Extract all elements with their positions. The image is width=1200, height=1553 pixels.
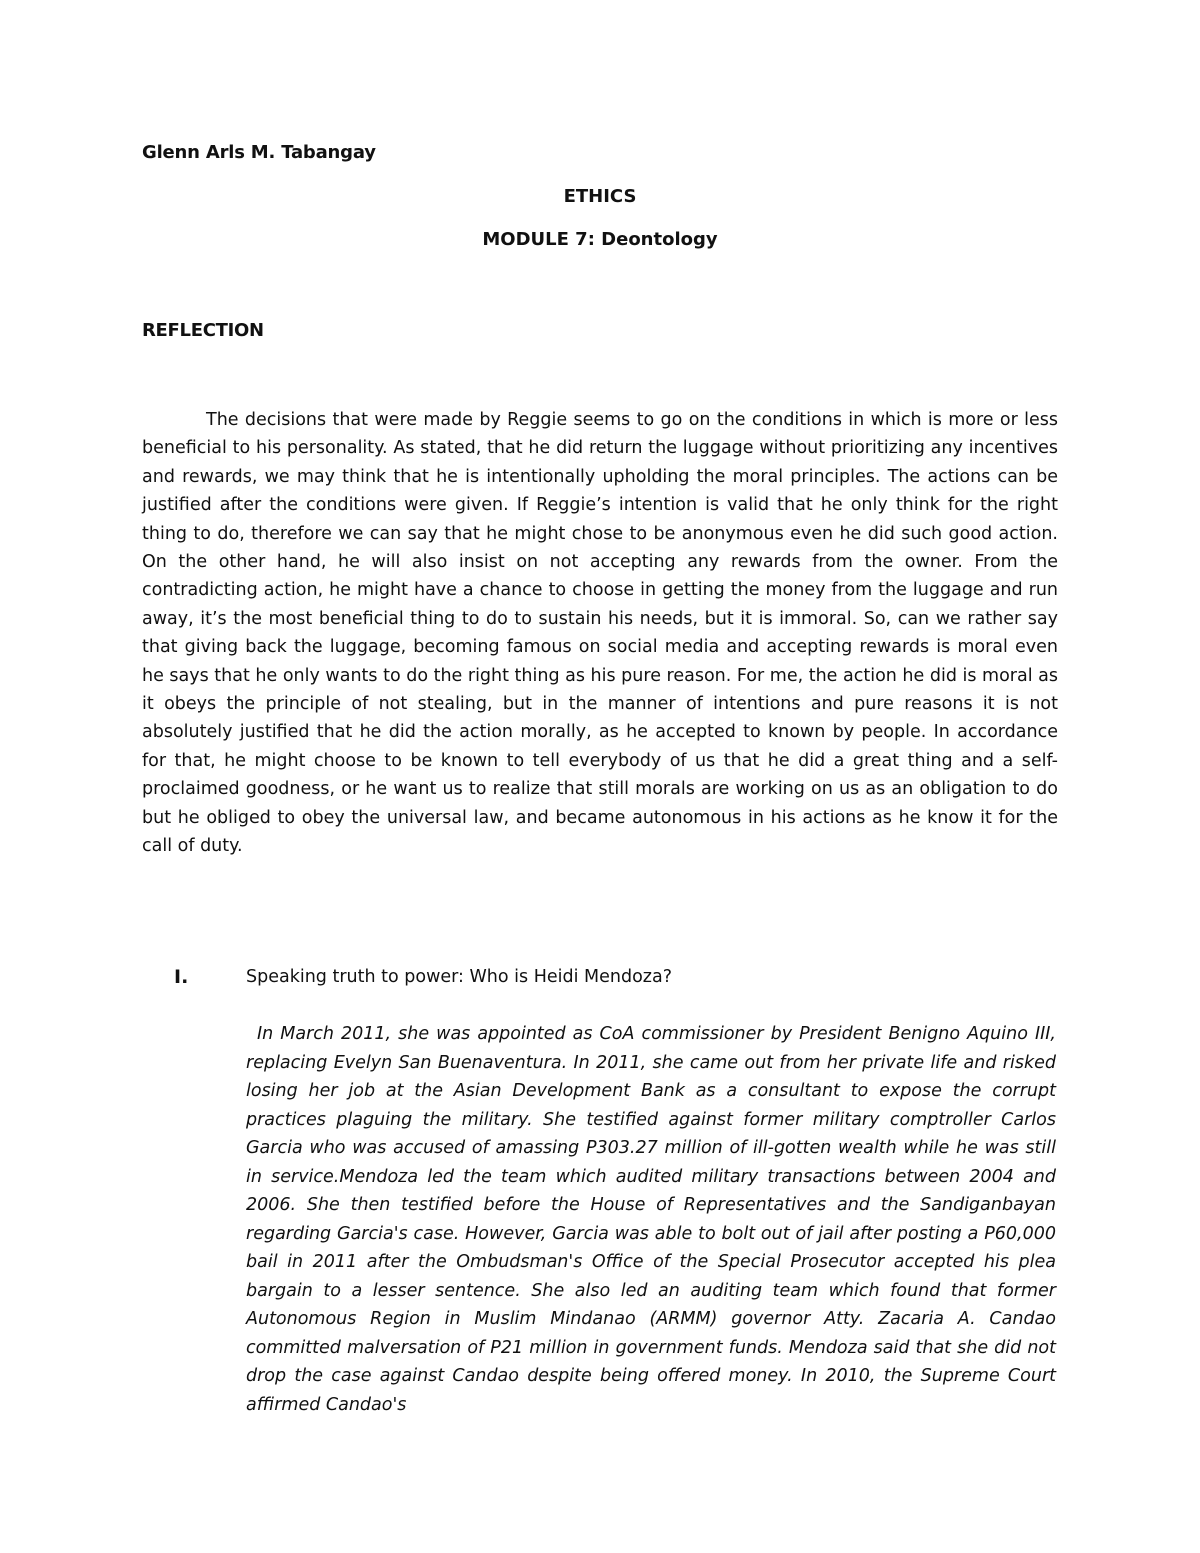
author-name: Glenn Arls M. Tabangay	[142, 142, 376, 163]
item-question: Speaking truth to power: Who is Heidi Mendoza?	[246, 967, 672, 987]
course-title: ETHICS	[563, 186, 637, 207]
item-answer-paragraph: In March 2011, she was appointed as CoA commissioner by President Benigno Aquino III, replacing Evelyn San Buenaventura. In 2011, she came out from her private life and risked losing her job at the Asian Development Bank as a consultant to expose the corrupt practices plaguing the military. She testified against former military comptroller Carlos Garcia who was accused of amassing P303.27 million of ill-gotten wealth while he was still in service.Mendoza led the team which audited military transactions between 2004 and 2006. She then testified before the House of Representatives and the Sandiganbayan regarding Garcia's case. However, Garcia was able to bolt out of jail after posting a P60,000 bail in 2011 after the Ombudsman's Office of the Special Prosecutor accepted his plea bargain to a lesser sentence. She also led an auditing team which found that former Autonomous Region in Muslim Mindanao (ARMM) governor Atty. Zacaria A. Candao committed malversation of P21 million in government funds. Mendoza said that she did not drop the case against Candao despite being offered money. In 2010, the Supreme Court affirmed Candao's	[246, 1024, 1056, 1415]
reflection-heading: REFLECTION	[142, 320, 264, 341]
item-numeral: I.	[174, 966, 189, 988]
reflection-paragraph: The decisions that were made by Reggie seems to go on the conditions in which is more or less beneficial to his personality. As stated, that he did return the luggage without prioritizing any incentives and rewards, we may think that he is intentionally upholding the moral principles. The actions can be justified after the conditions were given. If Reggie’s intention is valid that he only think for the right thing to do, therefore we can say that he might chose to be anonymous even he did such good action. On the other hand, he will also insist on not accepting any rewards from the owner. From the contradicting action, he might have a chance to choose in getting the money from the luggage and run away, it’s the most beneficial thing to do to sustain his needs, but it is immoral. So, can we rather say that giving back the luggage, becoming famous on social media and accepting rewards is moral even he says that he only wants to do the right thing as his pure reason. For me, the action he did is moral as it obeys the principle of not stealing, but in the manner of intentions and pure reasons it is not absolutely justified that he did the action morally, as he accepted to known by people. In accordance for that, he might choose to be known to tell everybody of us that he did a great thing and a self-proclaimed goodness, or he want us to realize that still morals are working on us as an obligation to do but he obliged to obey the universal law, and became autonomous in his actions as he know it for the call of duty.	[142, 410, 1058, 857]
module-title: MODULE 7: Deontology	[482, 229, 718, 250]
